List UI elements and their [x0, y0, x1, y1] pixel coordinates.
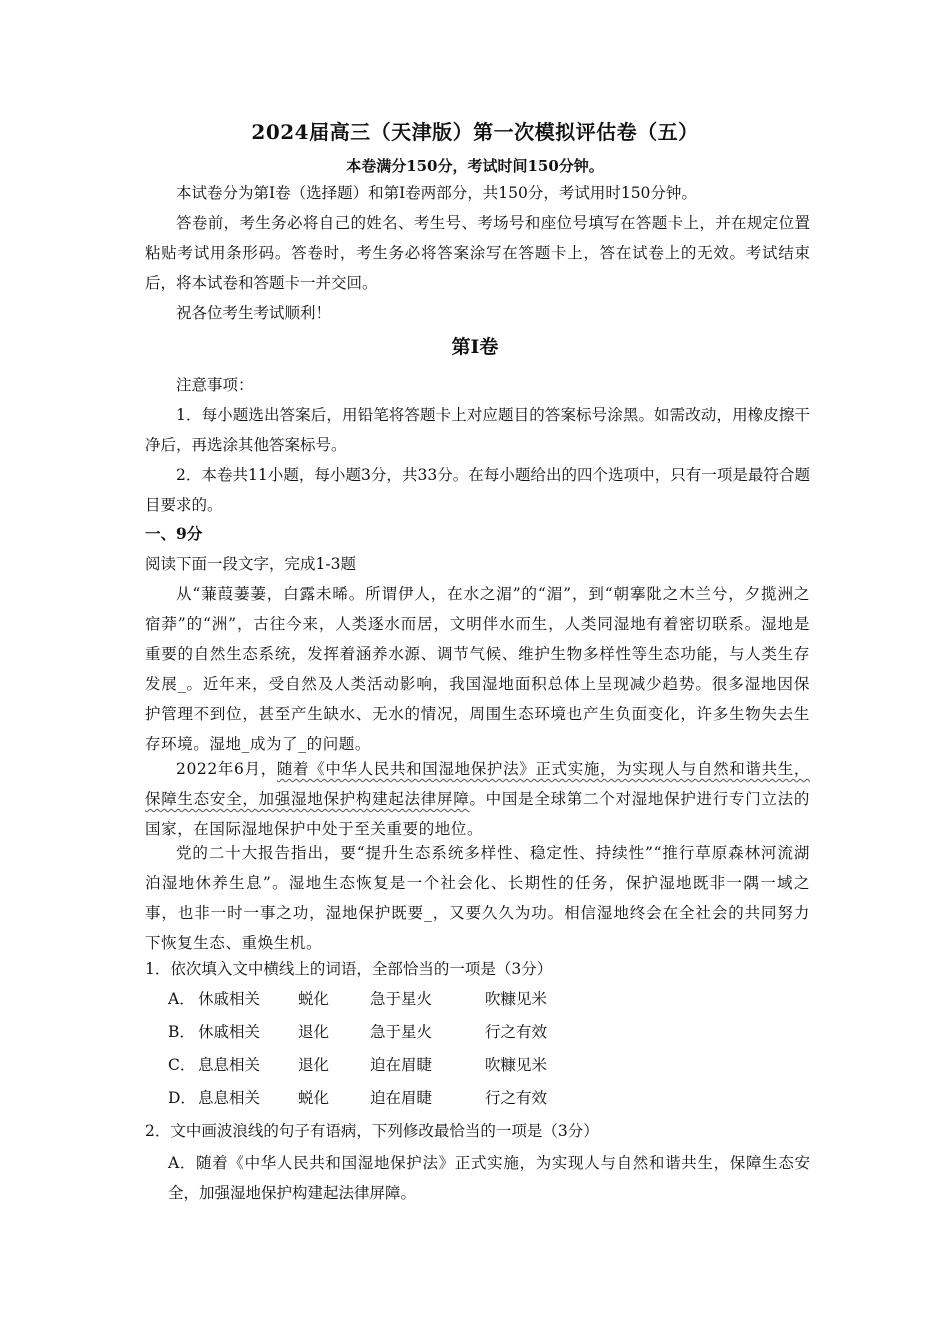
exam-title: 2024届高三（天津版）第一次模拟评估卷（五） — [251, 120, 699, 144]
option-word-2: 蜕化 — [298, 990, 330, 1008]
intro-paragraph-2: 答卷前，考生务必将自己的姓名、考生号、考场号和座位号填写在答题卡上，并在规定位置粘贴考试用条形码。答卷时，考生务必将答案涂写在答题卡上，答在试卷上的无效。考试结束后，将本试卷和答题卡一并交回。 — [145, 214, 810, 292]
passage-paragraph-2 — [145, 754, 810, 844]
option-word-1: 休戚相关 — [198, 1023, 261, 1041]
passage-paragraph-3: 党的二十大报告指出，要“提升生态系统多样性、稳定性、持续性”“推行草原森林河流湖泊湿地休养生息”。湿地生态恢复是一个社会化、长期性的任务，保护湿地既非一隅一域之事，也非一时一事之功，湿地保护既要_，又要久久为功。相信湿地终会在全社会的共同努力下恢复生态、重焕生机。 — [145, 844, 810, 952]
exam-subtitle: 本卷满分150分，考试时间150分钟。 — [346, 157, 604, 175]
option-word-3: 迫在眉睫 — [370, 1056, 433, 1074]
option-letter: A． — [168, 990, 195, 1008]
option-letter: C． — [168, 1056, 196, 1074]
option-word-4: 吹糠见米 — [485, 1056, 548, 1074]
passage-paragraph-1: 从“蒹葭萋萋，白露未晞。所谓伊人，在水之湄”的“湄”，到“朝搴阰之木兰兮，夕揽洲之宿莽”的“洲”，古往今来，人类逐水而居，文明伴水而生，人类同湿地有着密切联系。湿地是重要的自然生态系统，发挥着涵养水源、调节气候、维护生物多样性等生态功能，与人类生存发展_。近年来，受自然及人类活动影响，我国湿地面积总体上呈现减少趋势。很多湿地因保护管理不到位，甚至产生缺水、无水的情况，周围生态环境也产生负面变化，许多生物失去生存环境。湿地_成为了_的问题。 — [145, 585, 810, 753]
question-1-stem: 1．依次填入文中横线上的词语，全部恰当的一项是（3分） — [145, 960, 553, 978]
passage-p2-lead: 2022年6月， — [176, 760, 277, 778]
intro-paragraph-1: 本试卷分为第Ⅰ卷（选择题）和第Ⅰ卷两部分，共150分，考试用时150分钟。 — [176, 184, 697, 202]
option-word-1: 息息相关 — [198, 1056, 261, 1074]
option-word-1: 息息相关 — [198, 1089, 261, 1107]
option-word-3: 急于星火 — [370, 990, 433, 1008]
notice-item-1: 1．每小题选出答案后，用铅笔将答题卡上对应题目的答案标号涂黑。如需改动，用橡皮擦干净后，再选涂其他答案标号。 — [145, 406, 810, 454]
option-word-2: 退化 — [298, 1023, 330, 1041]
option-word-1: 休戚相关 — [198, 990, 261, 1008]
notice-label: 注意事项： — [176, 376, 254, 394]
option-word-2: 退化 — [298, 1056, 330, 1074]
option-word-4: 行之有效 — [485, 1089, 548, 1107]
section-title: 第Ⅰ卷 — [451, 336, 499, 358]
wavy-underlined-sentence: 随着《中华人民共和国湿地保护法》正式实施，为实现人与自然和谐共生，保障生态安全，加强湿地保护构建起法律屏障 — [145, 760, 810, 808]
part-heading: 一、9分 — [145, 524, 203, 543]
option-word-3: 迫在眉睫 — [370, 1089, 433, 1107]
q2-option-a: A．随着《中华人民共和国湿地保护法》正式实施，为实现人与自然和谐共生，保障生态安全，加强湿地保护构建起法律屏障。 — [168, 1154, 810, 1202]
question-2-stem: 2．文中画波浪线的句子有语病，下列修改最恰当的一项是（3分） — [145, 1122, 599, 1140]
notice-item-2: 2．本卷共11小题，每小题3分，共33分。在每小题给出的四个选项中，只有一项是最符合题目要求的。 — [145, 466, 810, 514]
option-word-2: 蜕化 — [298, 1089, 330, 1107]
option-letter: D． — [168, 1089, 196, 1107]
passage-p2-rest: 。中国是全球第二个对湿地保护进行专门立法的国家，在国际湿地保护中处于至关重要的地位。 — [145, 790, 810, 838]
reading-instruction: 阅读下面一段文字，完成1-3题 — [145, 555, 356, 573]
option-word-4: 行之有效 — [485, 1023, 548, 1041]
option-letter: B． — [168, 1023, 195, 1041]
option-word-3: 急于星火 — [370, 1023, 433, 1041]
intro-paragraph-3: 祝各位考生考试顺利！ — [176, 304, 332, 322]
option-word-4: 吹糠见米 — [485, 990, 548, 1008]
